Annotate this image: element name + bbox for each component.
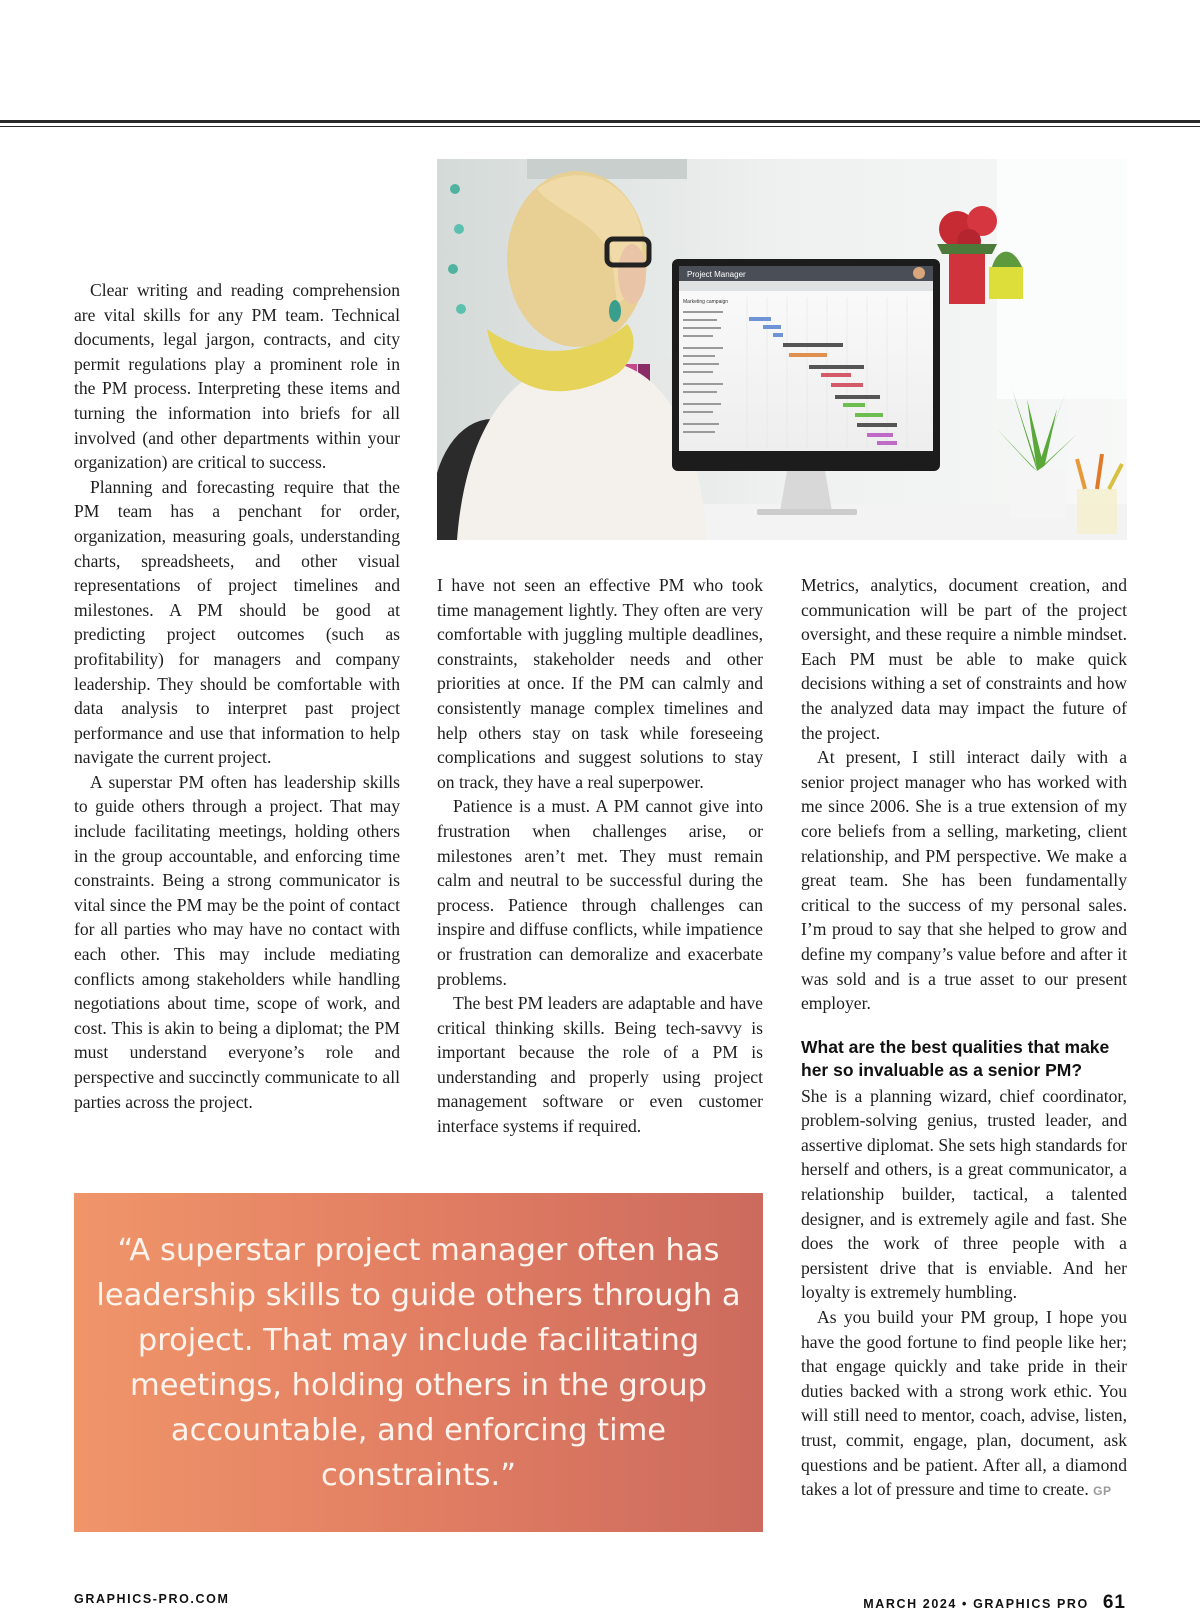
article-photo: [437, 159, 1127, 540]
footer-issue-label: MARCH 2024 • GRAPHICS PRO: [863, 1597, 1089, 1611]
header-rule-thin: [0, 126, 1200, 127]
body-paragraph: [801, 1305, 1127, 1504]
body-paragraph: The best PM leaders are adaptable and have critical thinking skills. Being tech-savvy is important because the role of a PM is understanding and properly using project management software or even customer interface systems if required.: [437, 993, 763, 1137]
header-rule-thick: [0, 120, 1200, 123]
pull-quote-box: [74, 1193, 763, 1532]
body-paragraph: I have not seen an effective PM who took time management lightly. They often are very comfortable with juggling multiple deadlines, constraints, stakeholder needs and other priorities at once. If the PM can calmly and consistently manage complex timelines and help others stay on task while foreseeing complications and suggest solutions to stay on track, they have a real superpower.: [437, 575, 763, 792]
body-paragraph: Clear writing and reading comprehension are vital skills for any PM team. Technical documents, legal jargon, contracts, and city permit regulations play a prominent role in the PM process. Interpreting these items and turning the information into briefs for all involved (and other departments within your organization) are critical to success.: [74, 280, 400, 473]
body-paragraph: Patience is a must. A PM cannot give into frustration when challenges arise, or milestones aren’t met. They must remain calm and neutral to be successful during the process. Patience through challenges can inspire and diffuse conflicts, while impatience or frustration can demoralize and exacerbate problems.: [437, 796, 763, 989]
article-column-3: [801, 573, 1127, 1504]
page-number: 61: [1102, 1592, 1126, 1613]
section-subhead: What are the best qualities that make her so invaluable as a senior PM?: [801, 1036, 1110, 1080]
body-paragraph: At present, I still interact daily with a senior project manager who has worked with me since 2006. She is a true extension of my core beliefs from a selling, marketing, client relationship, and PM perspective. We make a great team. She has been fundamentally critical to the success of my personal sales. I’m proud to say that she helped to grow and define my company’s value before and after it was sold and is a true asset to our present employer.: [801, 747, 1127, 1014]
article-column-2: [437, 573, 763, 1139]
article-column-1: [74, 278, 400, 1114]
pull-quote-text: “A superstar project manager often has leadership skills to guide others through a project. That may include facilitating meetings, holding others in the group accountable, and enforcing time constraints.”: [96, 1232, 741, 1493]
body-paragraph: Planning and forecasting require that the PM team has a penchant for order, organization, measuring goals, understanding charts, spreadsheets, and other visual representations of project timelines and milestones. A PM should be good at predicting project outcomes (such as profitability) for managers and company leadership. They should be comfortable with data analysis to interpret past project performance and use that information to help navigate the current project.: [74, 476, 400, 768]
body-paragraph-text: As you build your PM group, I hope you have the good fortune to find people like her; that engage quickly and take pride in their duties backed with a strong work ethic. You will still need to mentor, coach, advise, listen, trust, commit, engage, plan, document, ask questions and be patient. After all, a diamond takes a lot of pressure and time to create.: [801, 1307, 1127, 1500]
body-paragraph: She is a planning wizard, chief coordinator, problem-solving genius, trusted leader, and assertive diplomat. She sets high standards for herself and others, is a great communicator, a relationship builder, tactical, a talented designer, and is extremely agile and fast. She does the work of three people with a persistent drive that is enviable. And her loyalty is extremely humbling.: [801, 1085, 1127, 1303]
footer-issue: [863, 1592, 1126, 1614]
body-paragraph: A superstar PM often has leadership skills to guide others through a project. That may include facilitating meetings, holding others in the group accountable, and enforcing time constraints. Being a strong communicator is vital since the PM may be the point of contact for all parties who may have no contact with each other. This may include mediating conflicts among stakeholders while handling negotiations about time, scope of work, and cost. This is akin to being a diplomat; the PM must understand everyone’s role and perspective and succinctly communicate to all parties across the project.: [74, 771, 400, 1112]
photo-illustration: [437, 159, 1127, 540]
footer-website: GRAPHICS-PRO.COM: [74, 1592, 230, 1606]
screen-sheet-title: Marketing campaign: [683, 299, 729, 305]
body-paragraph: Metrics, analytics, document creation, and communication will be part of the project oversight, and these require a nimble mindset. Each PM must be able to make quick decisions withing a set of constraints and how the analyzed data may impact the future of the project.: [801, 575, 1127, 743]
end-mark: GP: [1093, 1484, 1112, 1499]
screen-title: Project Manager: [687, 270, 746, 279]
